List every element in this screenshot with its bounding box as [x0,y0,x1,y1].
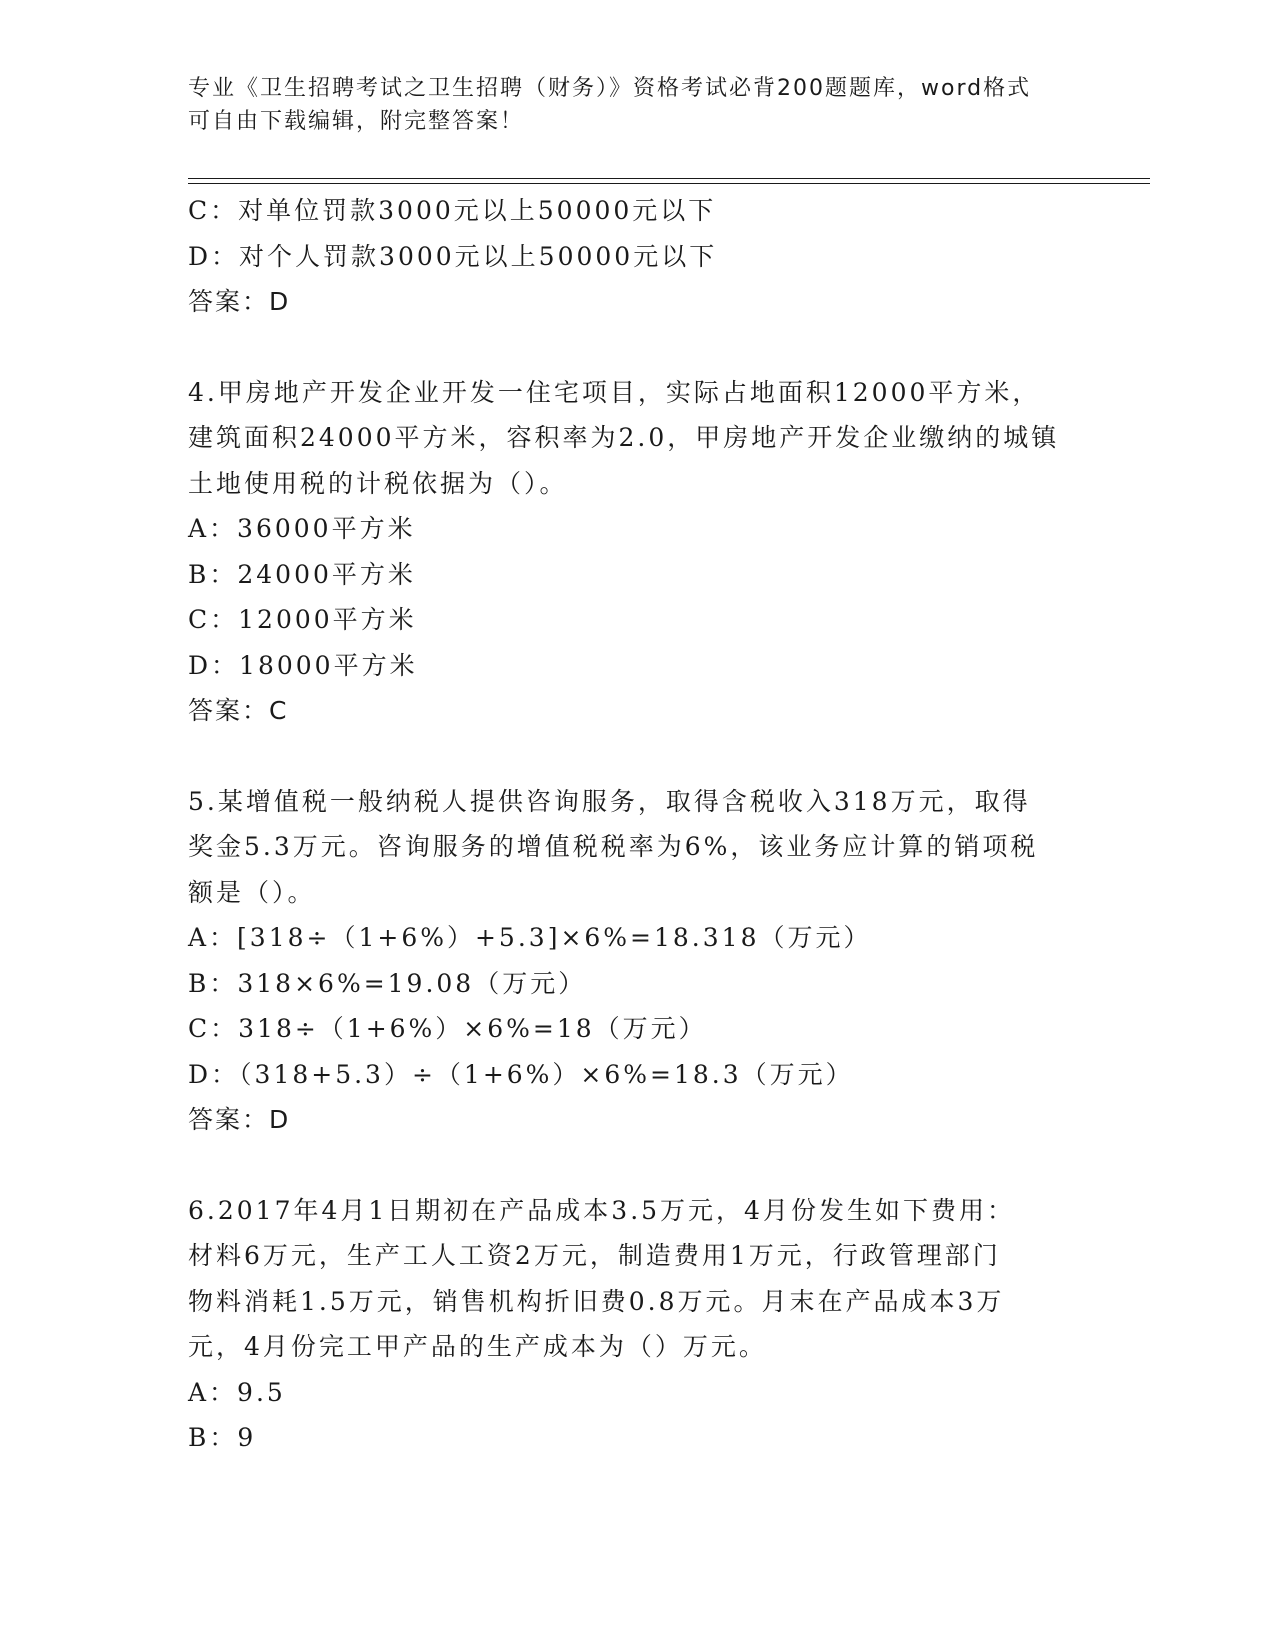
question-6-option-a: A：9.5 [188,1377,286,1407]
document-header [188,72,1068,138]
question-5-stem-line-3: 额是（）。 [188,877,316,907]
question-4-option-b: B：24000平方米 [188,559,416,589]
question-5 [188,779,1088,1143]
question-4-option-d: D：18000平方米 [188,650,418,680]
question-3-option-c: C：对单位罚款3000元以上50000元以下 [188,196,717,225]
header-divider-bottom [188,183,1150,184]
question-4-stem-line-2: 建筑面积24000平方米，容积率为2.0，甲房地产开发企业缴纳的城镇 [188,423,1060,452]
question-6-stem-line-3: 物料消耗1.5万元，销售机构折旧费0.8万元。月末在产品成本3万 [188,1286,1005,1316]
question-4-stem-line-1: 4.甲房地产开发企业开发一住宅项目，实际占地面积12000平方米， [188,377,1041,407]
question-4-option-a: A：36000平方米 [188,514,416,543]
question-5-answer: 答案：D [188,1105,291,1134]
question-6-option-b: B：9 [188,1423,257,1452]
question-4-stem-line-3: 土地使用税的计税依据为（）。 [188,468,568,498]
question-6-stem-line-2: 材料6万元，生产工人工资2万元，制造费用1万元，行政管理部门 [188,1241,1001,1270]
spacer [188,1143,1088,1188]
question-5-stem-line-1: 5.某增值税一般纳税人提供咨询服务，取得含税收入318万元，取得 [188,786,1031,816]
question-4-option-c: C：12000平方米 [188,605,417,634]
header-title-line-1: 专业《卫生招聘考试之卫生招聘（财务）》资格考试必背200题题库，word格式 [188,76,1032,101]
question-5-option-d: D：（318+5.3）÷（1+6%）×6%=18.3（万元） [188,1059,854,1089]
question-6-stem-line-1: 6.2017年4月1日期初在产品成本3.5万元，4月份发生如下费用： [188,1195,1015,1225]
question-4 [188,370,1088,734]
question-4-answer: 答案：C [188,696,289,725]
question-5-option-a: A：[318÷（1+6%）+5.3]×6%=18.318（万元） [188,923,872,952]
spacer [188,734,1088,779]
header-divider-top [188,178,1150,179]
question-6 [188,1188,1088,1461]
question-6-stem-line-4: 元，4月份完工甲产品的生产成本为（）万元。 [188,1332,767,1361]
question-3 [188,188,1088,325]
question-5-option-b: B：318×6%=19.08（万元） [188,968,587,998]
header-title-line-2: 可自由下载编辑，附完整答案！ [188,109,525,134]
question-5-option-c: C：318÷（1+6%）×6%=18（万元） [188,1014,707,1043]
question-3-option-d: D：对个人罚款3000元以上50000元以下 [188,241,718,271]
question-3-answer: 答案：D [188,287,291,316]
question-5-stem-line-2: 奖金5.3万元。咨询服务的增值税税率为6%，该业务应计算的销项税 [188,832,1039,861]
spacer [188,325,1088,370]
question-list [188,188,1088,1461]
